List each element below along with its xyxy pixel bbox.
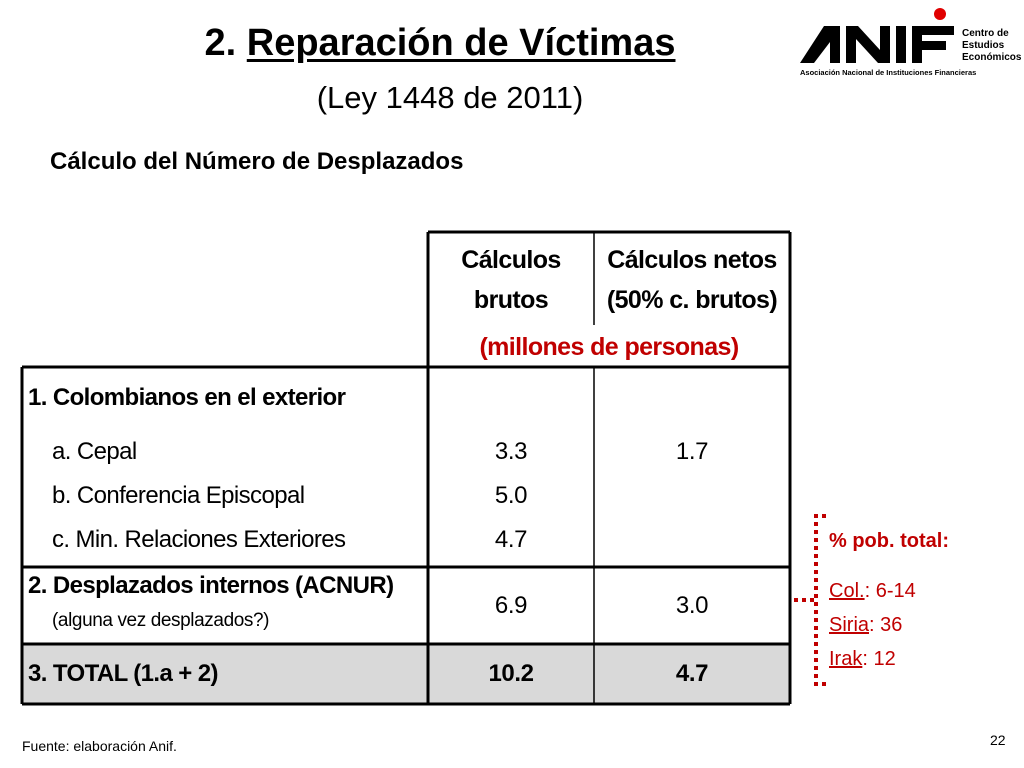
note-item-colombia bbox=[829, 580, 916, 603]
value-desplazados-bruto: 6.9 bbox=[494, 592, 528, 619]
logo-tagline: Asociación Nacional de Instituciones Financieras bbox=[800, 68, 977, 77]
row-label-desplazados-internos: 2. Desplazados internos (ACNUR) bbox=[28, 572, 394, 599]
source-note: Fuente: elaboración Anif. bbox=[22, 738, 177, 754]
title-number: 2. bbox=[204, 22, 237, 64]
slide-subtitle: (Ley 1448 de 2011) bbox=[316, 80, 584, 115]
note-item-irak bbox=[829, 648, 896, 671]
value-total-bruto: 10.2 bbox=[488, 660, 534, 687]
units-label: (millones de personas) bbox=[479, 333, 739, 361]
note-key-irak: Irak bbox=[829, 648, 863, 670]
logo-line-1: Centro de bbox=[962, 28, 1009, 39]
row-label-colombianos-exterior: 1. Colombianos en el exterior bbox=[28, 384, 346, 411]
col1-header-line1: Cálculos bbox=[461, 246, 561, 274]
row-label-total: 3. TOTAL (1.a + 2) bbox=[28, 660, 218, 687]
logo-line-3: Económicos bbox=[962, 52, 1022, 63]
note-value-siria: : 36 bbox=[869, 614, 903, 636]
page-number: 22 bbox=[990, 732, 1006, 748]
value-min-relaciones-bruto: 4.7 bbox=[494, 526, 528, 553]
title-text: Reparación de Víctimas bbox=[246, 22, 676, 64]
section-heading: Cálculo del Número de Desplazados bbox=[50, 148, 464, 175]
col-header-brutos bbox=[430, 240, 592, 320]
col2-header-line2: (50% c. brutos) bbox=[606, 286, 778, 314]
col1-header-line2: brutos bbox=[473, 286, 549, 314]
col2-header-line1: Cálculos netos bbox=[607, 246, 777, 274]
value-cepal-neto: 1.7 bbox=[675, 438, 709, 465]
row-label-min-relaciones: c. Min. Relaciones Exteriores bbox=[52, 526, 346, 553]
displaced-table bbox=[20, 230, 792, 708]
note-item-siria bbox=[829, 614, 902, 637]
note-value-colombia: : 6-14 bbox=[864, 580, 916, 602]
logo-line-2: Estudios bbox=[962, 40, 1005, 51]
logo-text bbox=[962, 28, 1021, 64]
row-sublabel-desplazados: (alguna vez desplazados?) bbox=[52, 610, 270, 631]
value-conferencia-bruto: 5.0 bbox=[494, 482, 528, 509]
value-desplazados-neto: 3.0 bbox=[675, 592, 709, 619]
note-title: % pob. total: bbox=[829, 530, 949, 552]
value-total-neto: 4.7 bbox=[675, 660, 709, 687]
col-header-netos bbox=[596, 240, 788, 320]
row-label-conferencia-episcopal: b. Conferencia Episcopal bbox=[52, 482, 305, 509]
value-cepal-bruto: 3.3 bbox=[494, 438, 528, 465]
note-value-irak: : 12 bbox=[862, 648, 896, 670]
note-key-siria: Siria bbox=[829, 614, 870, 636]
row-label-cepal: a. Cepal bbox=[52, 438, 137, 465]
dotted-bracket bbox=[792, 512, 832, 688]
note-key-colombia: Col. bbox=[829, 580, 865, 602]
slide-title bbox=[120, 22, 760, 65]
